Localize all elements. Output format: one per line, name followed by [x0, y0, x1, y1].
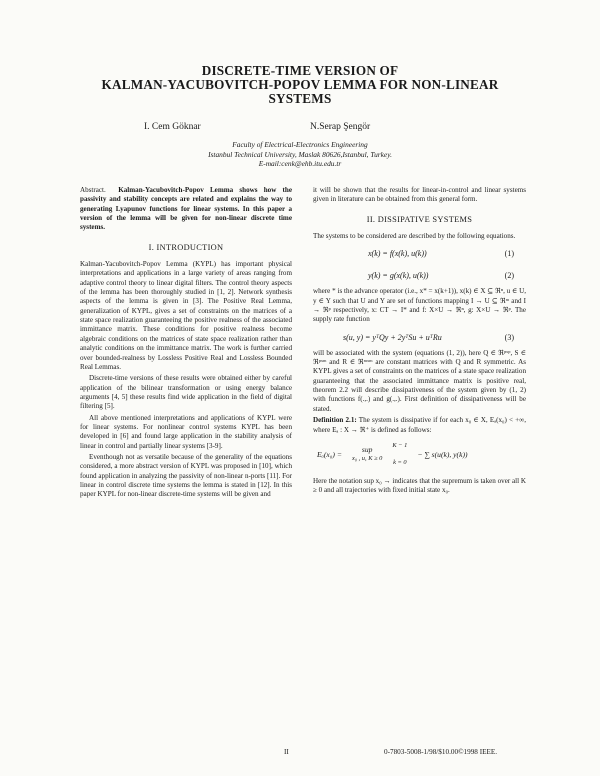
affiliation-line-1: Faculty of Electrical-Electronics Engineering — [232, 140, 368, 149]
equation-4-lhs: Eₐ(x₀) = — [317, 449, 342, 459]
equation-2-number: (2) — [504, 271, 514, 281]
equation-3-number: (3) — [504, 332, 514, 342]
section-2-intro: The systems to be considered are described by the following equations. — [313, 232, 516, 241]
title-line-2: KALMAN-YACUBOVITCH-POPOV LEMMA FOR NON-LINEAR — [101, 77, 499, 92]
intro-paragraph-1: Kalman-Yacubovitch-Popov Lemma (KYPL) has important physical interpretations and applications in a large variety of areas ranging from adaptive control theory to linear digital filters. The control theory aspects of the lemma has been thoroughly studied in [1, 2]. Network synthesis aspects of the lemma is given in [3]. The Positive Real Lemma, generalization of KYPL, gives a set of constraints on the matrices of a state space realization guaranteeing the positive realness of the associated immittance matrix. These conditions for positive realness become algebraic conditions on the matrices of state space realization rather than analytic conditions on the immittance matrix. The work is further carried over bounded-realness by Lossless Positive Real and Lossless Bounded Real Lemmas. — [80, 260, 292, 371]
definition-label: Definition 2.1: — [313, 416, 357, 425]
intro-paragraph-2: Discrete-time versions of these results were obtained either by careful application of the bilinear transformation or using energy balance arguments [4, 5] these results find wide application in the field of digital filtering [5]. — [80, 374, 292, 411]
title-line-1: DISCRETE-TIME VERSION OF — [201, 63, 399, 78]
section-2-paragraph-2: will be associated with the system (equations (1, 2)), here Q ∈ ℜᵖˣᵖ, S ∈ ℜᵖˣᵐ and R ∈ ℜᵐˣᵐ are constant matrices with Q and R symmetric. As KYPL gives a set of constraints on the matrices of a state space realization guaranteeing that the associated immittance matrix is positive real, theorem 2.2 will describe dissipativeness of the system given by (1, 2) with functions f(.,.) and g(.,.). First definition of dissipativeness will be stated. — [313, 348, 526, 413]
equation-2 — [313, 265, 526, 287]
intro-continued: it will be shown that the results for linear-in-control and linear systems given in literature can be obtained from this general form. — [313, 186, 526, 204]
equation-4 — [313, 437, 526, 477]
equation-4-sup-word: sup — [361, 444, 373, 454]
equation-4-sup — [352, 445, 382, 464]
equation-1 — [313, 243, 526, 265]
intro-paragraph-3: All above mentioned interpretations and applications of KYPL were for linear systems. For nonlinear control systems KYPL has been developed in [6] and found large application in the stability analysis of linear in control and partially linear systems [3-9]. — [80, 413, 292, 450]
intro-paragraph-4: Eventhough not as versatile because of the generality of the equations considered, a more abstract version of KYPL was proposed in [10], which found application in analyzing the passivity of non-linear n-ports [11]. For linear in control discrete time systems the lemma is stated in [12]. In this paper KYPL for non-linear discrete-time systems will be given and — [80, 452, 292, 499]
section-1-heading: I. INTRODUCTION — [148, 242, 224, 252]
left-column — [80, 186, 292, 502]
equation-4-sum-bottom: k = 0 — [393, 459, 407, 467]
definition-text: The system is dissipative if for each x₀ ∈ X, Eₐ(x₀) < +∞, where Eₐ : X → ℜ⁺ is defined as follows: — [313, 416, 526, 434]
author-1: I. Cem Göknar — [144, 122, 201, 132]
equation-2-expr: y(k) = g(x(k), u(k)) — [368, 271, 429, 281]
sup-note: Here the notation sup x₀ → indicates that the supremum is taken over all K ≥ 0 and all trajectories with fixed initial state x₀. — [313, 476, 526, 495]
equation-4-rhs: − ∑ s(u(k), y(k)) — [417, 449, 468, 459]
copyright-notice: 0-7803-5008-1/98/$10.00©1998 IEEE. — [384, 748, 498, 756]
equation-4-expr — [317, 441, 468, 468]
section-2-paragraph-1: where * is the advance operator (i.e., x* = x(k+1)), x(k) ∈ X ⊆ ℜⁿ, u ∈ U, y ∈ Y such that U and Y are set of functions mapping I → U ⊆ ℜᵐ and I → ℜᵖ respectively, x: CT → I* and f: X×U → ℜⁿ, g: X×U → ℜᵖ. The supply rate function — [313, 287, 526, 324]
author-2: N.Serap Şengör — [310, 122, 371, 132]
section-2-heading: II. DISSIPATIVE SYSTEMS — [366, 214, 473, 224]
paper-title — [60, 64, 540, 106]
affiliation-email: E-mail:cenk@ehb.itu.edu.tr — [258, 159, 342, 169]
equation-4-sum-top: K − 1 — [392, 441, 408, 449]
equation-1-expr: x(k) = f(x(k), u(k)) — [368, 249, 427, 259]
abstract-text: Kalman-Yacubovitch-Popov Lemma shows how the passivity and stability concepts are related and explains the way to generating Lyapunov functions for linear systems. In this paper a version of the lemma will be given for non-linear discrete time systems. — [80, 186, 292, 232]
equation-4-sup-subscript: x₀ , u, K ≥ 0 — [351, 455, 383, 463]
right-column — [313, 186, 526, 498]
page-number: II — [284, 748, 289, 756]
equation-3 — [313, 327, 526, 349]
equation-1-number: (1) — [504, 249, 514, 259]
equation-3-expr: s(u, y) = yᵀQy + 2yᵀSu + uᵀRu — [343, 332, 442, 342]
definition-2-1 — [313, 416, 526, 435]
equation-4-sum-limits — [392, 441, 407, 468]
affiliation-line-2: Istanbul Technical University, Maslak 80626,Istanbul, Turkey. — [208, 149, 392, 159]
title-line-3: SYSTEMS — [268, 91, 332, 106]
affiliation — [90, 140, 510, 169]
abstract — [80, 186, 292, 233]
abstract-label: Abstract. — [80, 186, 106, 194]
